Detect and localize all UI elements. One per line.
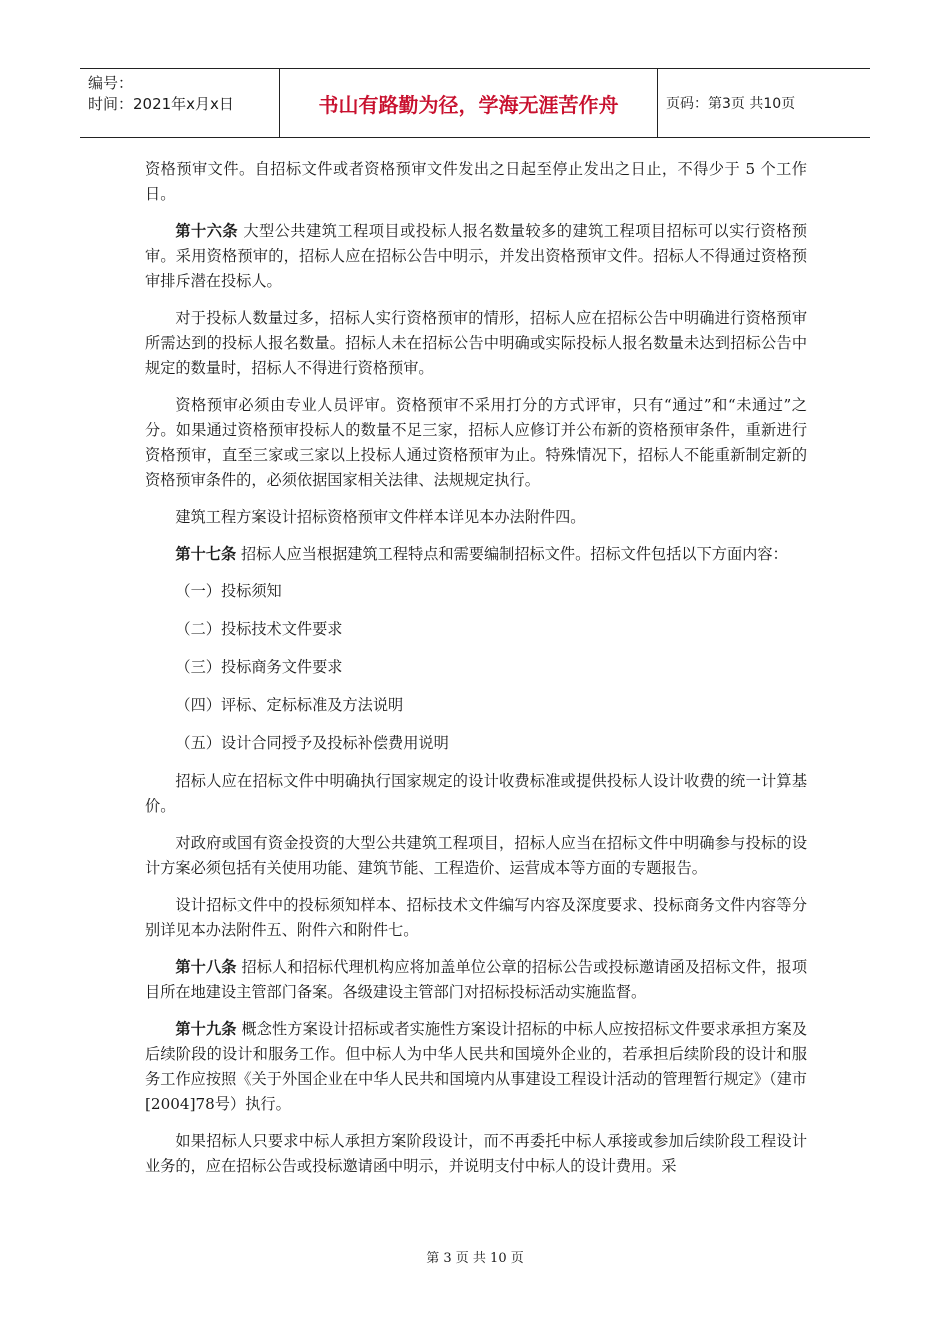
paragraph-text: 对政府或国有资金投资的大型公共建筑工程项目，招标人应当在招标文件中明确参与投标的设计方案必须包括有关使用功能、建筑节能、工程造价、运营成本等方面的专题报告。	[145, 834, 807, 877]
paragraph	[145, 505, 807, 530]
article-heading: 第十八条	[175, 958, 237, 976]
list-item-text: （三）投标商务文件要求	[175, 658, 343, 676]
document-number-label: 编号：	[88, 74, 134, 92]
paragraph	[145, 831, 807, 881]
page-footer: 第 3 页 共 10 页	[426, 1251, 524, 1266]
list-item	[145, 655, 807, 680]
list-item	[145, 579, 807, 604]
article-heading: 第十六条	[175, 222, 239, 240]
list-item-text: （一）投标须知	[175, 582, 282, 600]
paragraph-text: 大型公共建筑工程项目或投标人报名数量较多的建筑工程项目招标可以实行资格预审。采用资格预审的，招标人应在招标公告中明示，并发出资格预审文件。招标人不得通过资格预审排斥潜在投标人。	[145, 222, 808, 290]
paragraph	[145, 1129, 807, 1179]
article-heading: 第十九条	[175, 1020, 237, 1038]
document-body	[145, 157, 807, 1191]
paragraph-text: 招标人应当根据建筑工程特点和需要编制招标文件。招标文件包括以下方面内容：	[236, 545, 788, 563]
article-18	[145, 955, 807, 1005]
paragraph-text: 资格预审文件。自招标文件或者资格预审文件发出之日起至停止发出之日止，不得少于 5 个工作日。	[145, 160, 807, 203]
paragraph	[145, 157, 807, 207]
article-16	[145, 219, 807, 294]
paragraph-text: 对于投标人数量过多，招标人实行资格预审的情形，招标人应在招标公告中明确进行资格预审所需达到的投标人报名数量。招标人未在招标公告中明确或实际投标人报名数量未达到招标公告中规定的数量时，招标人不得进行资格预审。	[145, 309, 807, 377]
paragraph-text: 概念性方案设计招标或者实施性方案设计招标的中标人应按招标文件要求承担方案及后续阶段的设计和服务工作。但中标人为中华人民共和国境外企业的，若承担后续阶段的设计和服务工作应按照《关于外国企业在中华人民共和国境内从事建设工程设计活动的管理暂行规定》（建市[2004]78号）执行。	[145, 1020, 808, 1113]
paragraph-text: 招标人应在招标文件中明确执行国家规定的设计收费标准或提供投标人设计收费的统一计算基价。	[145, 772, 807, 815]
paragraph	[145, 393, 807, 493]
list-item-text: （二）投标技术文件要求	[175, 620, 343, 638]
list-item-text: （五）设计合同授予及投标补偿费用说明	[175, 734, 449, 752]
paragraph	[145, 893, 807, 943]
list-item	[145, 731, 807, 756]
paragraph	[145, 306, 807, 381]
header-meta	[80, 69, 280, 137]
paragraph-text: 资格预审必须由专业人员评审。资格预审不采用打分的方式评审，只有“通过”和“未通过”之分。如果通过资格预审投标人的数量不足三家，招标人应修订并公布新的资格预审条件，重新进行资格预审，直至三家或三家以上投标人通过资格预审为止。特殊情况下，招标人不能重新制定新的资格预审条件的，必须依据国家相关法律、法规规定执行。	[145, 396, 807, 489]
page-header	[80, 68, 870, 138]
article-17	[145, 542, 807, 567]
header-page-info: 页码：第3页 共10页	[666, 96, 796, 112]
header-motto: 书山有路勤为径，学海无涯苦作舟	[280, 69, 658, 137]
paragraph-text: 设计招标文件中的投标须知样本、招标技术文件编写内容及深度要求、投标商务文件内容等分别详见本办法附件五、附件六和附件七。	[145, 896, 807, 939]
article-heading: 第十七条	[175, 545, 237, 563]
document-date: 时间：2021年x月x日	[88, 95, 234, 113]
article-19	[145, 1017, 807, 1117]
paragraph-text: 招标人和招标代理机构应将加盖单位公章的招标公告或投标邀请函及招标文件，报项目所在地建设主管部门备案。各级建设主管部门对招标投标活动实施监督。	[145, 958, 808, 1001]
list-item	[145, 693, 807, 718]
paragraph-text: 建筑工程方案设计招标资格预审文件样本详见本办法附件四。	[175, 508, 586, 526]
paragraph-text: 如果招标人只要求中标人承担方案阶段设计，而不再委托中标人承接或参加后续阶段工程设计业务的，应在招标公告或投标邀请函中明示，并说明支付中标人的设计费用。采	[145, 1132, 807, 1175]
paragraph	[145, 769, 807, 819]
list-item	[145, 617, 807, 642]
list-item-text: （四）评标、定标标准及方法说明	[175, 696, 404, 714]
